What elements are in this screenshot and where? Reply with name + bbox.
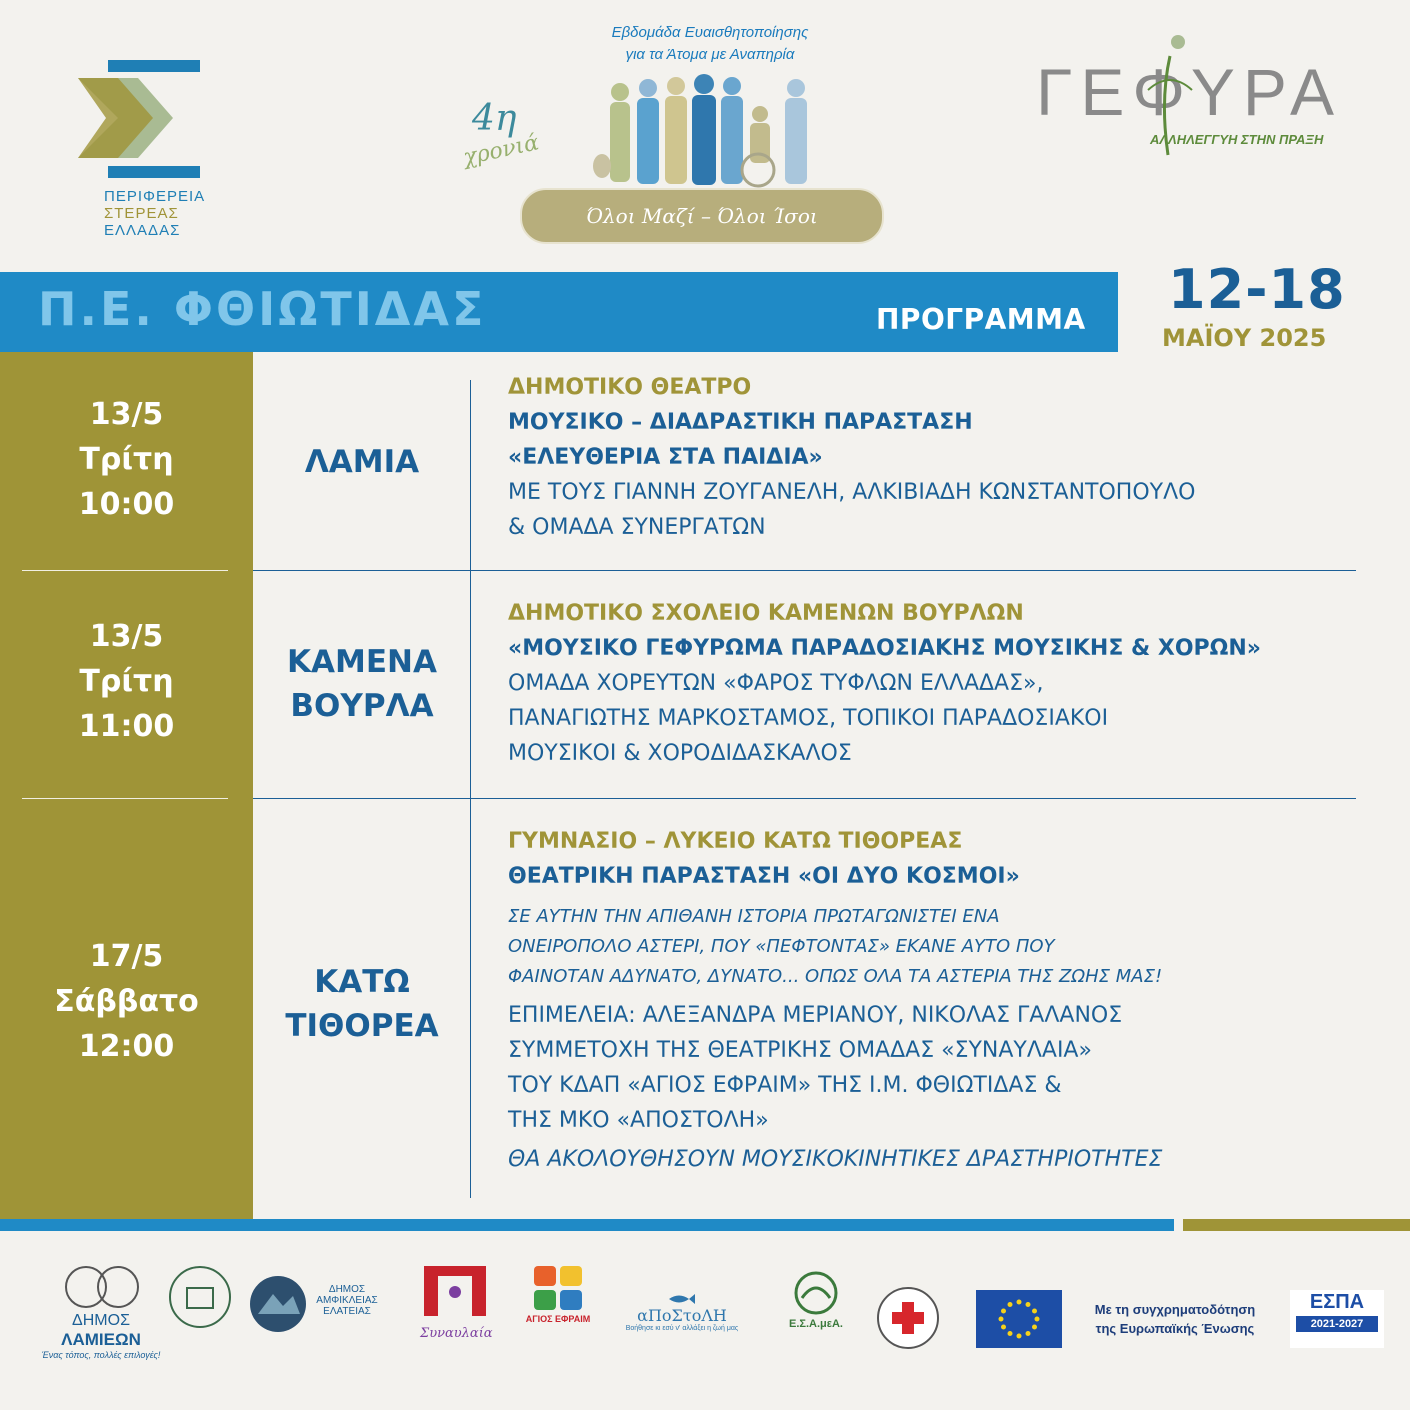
event-title-line: ΘΕΑΤΡΙΚΗ ΠΑΡΑΣΤΑΣΗ «ΟΙ ΔΥΟ ΚΟΣΜΟΙ» [508,864,1020,889]
event-story-line: ΦΑΙΝΟΤΑΝ ΑΔΥΝΑΤΟ, ΔΥΝΑΤΟ... ΟΠΩΣ ΟΛΑ ΤΑ ΑΣΤΕΡΙΑ ΤΗΣ ΖΩΗΣ ΜΑΣ! [508,966,1163,987]
apostoli-logo [624,1262,740,1362]
event-2-day: Τρίτη [79,664,174,699]
event-2-date: 13/5 [89,619,164,654]
amfikleia-line-2: ΑΜΦΙΚΛΕΙΑΣ [316,1295,378,1306]
event-venue: ΓΥΜΝΑΣΙΟ – ΛΥΚΕΙΟ ΚΑΤΩ ΤΙΘΟΡΕΑΣ [508,829,963,854]
espa-period: 2021-2027 [1296,1316,1378,1332]
week-title-line-2: για τα Άτομα με Αναπηρία [625,46,795,63]
event-story-line: ΟΝΕΙΡΟΠΟΛΟ ΑΣΤΕΡΙ, ΠΟΥ «ΠΕΦΤΟΝΤΑΣ» ΕΚΑΝΕ ΑΥΤΟ ΠΟΥ [508,936,1055,957]
place-line: ΚΑΜΕΝΑ [287,644,437,680]
event-closing-note: ΘΑ ΑΚΟΛΟΥΘΗΣΟΥΝ ΜΟΥΣΙΚΟΚΙΝΗΤΙΚΕΣ ΔΡΑΣΤΗΡΙΟΤΗΤΕΣ [508,1147,1163,1172]
event-1-time: 10:00 [78,487,175,522]
event-detail-line: ΤΟΥ ΚΔΑΠ «ΑΓΙΟΣ ΕΦΡΑΙΜ» ΤΗΣ Ι.Μ. ΦΘΙΩΤΙΔΑΣ & [508,1073,1062,1098]
eu-cofunding-text [1072,1300,1278,1338]
event-1-day: Τρίτη [79,442,174,477]
amfikleia-line-1: ΔΗΜΟΣ [328,1284,366,1295]
edition-number: 4η [472,98,517,139]
event-3-time: 12:00 [78,1029,175,1064]
row-divider [253,570,1356,571]
agios-efraim-logo [518,1262,598,1362]
event-detail-line: ΕΠΙΜΕΛΕΙΑ: ΑΛΕΞΑΝΔΡΑ ΜΕΡΙΑΝΟΥ, ΝΙΚΟΛΑΣ ΓΑΛΑΝΟΣ [508,1003,1123,1028]
event-3-place [262,960,462,1048]
event-1-datetime [0,392,253,527]
event-1-date: 13/5 [89,397,164,432]
esamea-logo [776,1262,856,1362]
theater-stage-icon [420,1262,490,1322]
lamia-line-2: ΛΑΜΙΕΩΝ [61,1330,141,1349]
event-month-year: ΜΑΪΟΥ 2025 [1162,324,1327,352]
row-divider [253,798,1356,799]
slogan-badge: Όλοι Μαζί – Όλοι Ίσοι [520,188,884,244]
region-line-1: ΠΕΡΙΦΕΡΕΙΑ [104,188,206,205]
place-line: ΚΑΤΩ [314,964,410,1000]
event-detail-line: ΣΥΜΜΕΤΟΧΗ ΤΗΣ ΘΕΑΤΡΙΚΗΣ ΟΜΑΔΑΣ «ΣΥΝΑΥΛΑΙΑ» [508,1038,1092,1063]
people-silhouettes-illustration [590,70,830,190]
footer-bar-blue [0,1219,1174,1231]
lamia-line-3: Ένας τόπος, πολλές επιλογές! [41,1350,161,1360]
amfikleia-emblem-icon [248,1274,308,1334]
event-1-place [262,440,462,484]
event-title-line: «ΜΟΥΣΙΚΟ ΓΕΦΥΡΩΜΑ ΠΑΡΑΔΟΣΙΑΚΗΣ ΜΟΥΣΙΚΗΣ & ΧΟΡΩΝ» [508,636,1261,661]
awareness-week-title [560,22,860,66]
event-detail-line: ΜΟΥΣΙΚΟΙ & ΧΟΡΟΔΙΔΑΣΚΑΛΟΣ [508,741,852,766]
date-divider [22,570,228,571]
kamena-vourla-emblem-icon [165,1262,235,1332]
lamia-emblem-icon [56,1262,146,1312]
event-3-description [508,824,1368,1177]
synaulaia-logo [420,1262,493,1362]
eu-text-line-1: Με τη συγχρηματοδότηση [1094,1302,1256,1317]
event-detail-line: & ΟΜΑΔΑ ΣΥΝΕΡΓΑΤΩΝ [508,515,766,540]
apostoli-label: αΠοΣτοΛΗ [637,1306,727,1325]
apostoli-tagline: Βοήθησε κι εσύ ν' αλλάξει η ζωή μας [625,1325,739,1332]
regional-unit-title: Π.Ε. ΦΘΙΩΤΙΔΑΣ [38,282,487,336]
event-title-line: ΜΟΥΣΙΚΟ – ΔΙΑΔΡΑΣΤΙΚΗ ΠΑΡΑΣΤΑΣΗ [508,410,973,435]
amfikleia-line-3: ΕΛΑΤΕΙΑΣ [323,1306,371,1317]
event-1-description [508,370,1368,545]
agios-efraim-emblem-icon [528,1262,588,1314]
event-venue: ΔΗΜΟΤΙΚΟ ΘΕΑΤΡΟ [508,375,752,400]
event-3-day: Σάββατο [54,984,199,1019]
espa-title: ΕΣΠΑ [1309,1291,1365,1313]
week-title-line-1: Εβδομάδα Ευαισθητοποίησης [611,24,809,41]
event-3-datetime [0,934,253,1069]
clasped-hands-icon [786,1268,846,1318]
column-divider [470,380,471,1198]
region-line-3: ΕΛΛΑΔΑΣ [104,222,181,239]
espa-logo [1290,1290,1384,1348]
lamia-municipality-logo [36,1262,166,1362]
event-venue: ΔΗΜΟΤΙΚΟ ΣΧΟΛΕΙΟ ΚΑΜΕΝΩΝ ΒΟΥΡΛΩΝ [508,601,1024,626]
event-detail-line: ΟΜΑΔΑ ΧΟΡΕΥΤΩΝ «ΦΑΡΟΣ ΤΥΦΛΩΝ ΕΛΛΑΔΑΣ», [508,671,1044,696]
date-divider [22,798,228,799]
event-detail-line: ΠΑΝΑΓΙΩΤΗΣ ΜΑΡΚΟΣΤΑΜΟΣ, ΤΟΠΙΚΟΙ ΠΑΡΑΔΟΣΙΑΚΟΙ [508,706,1109,731]
esamea-label: Ε.Σ.Α.μεΑ. [788,1318,843,1330]
edition-word: χρονιά [461,130,542,171]
gefyra-logo-title: ΓΕΦΥΡΑ [1036,55,1343,129]
gefyra-tagline: ΑΛΛΗΛΕΓΓΥΗ ΣΤΗΝ ΠΡΑΞΗ [1150,132,1324,147]
kamena-vourla-logo [165,1262,235,1362]
region-name [104,188,205,239]
fish-icon [667,1292,697,1306]
footer-bar-gold [1183,1219,1410,1231]
program-label: ΠΡΟΓΡΑΜΜΑ [876,303,1086,336]
agios-efraim-label: ΑΓΙΟΣ ΕΦΡΑΙΜ [525,1314,591,1324]
amfikleia-municipality-logo [248,1262,378,1362]
event-2-time: 11:00 [78,709,175,744]
place-line: ΤΙΘΟΡΕΑ [285,1008,439,1044]
event-detail-line: ΜΕ ΤΟΥΣ ΓΙΑΝΝΗ ΖΟΥΓΑΝΕΛΗ, ΑΛΚΙΒΙΑΔΗ ΚΩΝΣΤΑΝΤΟΠΟΥΛΟ [508,480,1196,505]
event-2-place [262,640,462,728]
place-line: ΒΟΥΡΛΑ [290,688,434,724]
eu-flag-icon [976,1290,1062,1348]
place-line: ΛΑΜΙΑ [304,444,420,480]
event-dates: 12-18 [1168,258,1346,321]
event-detail-line: ΤΗΣ ΜΚΟ «ΑΠΟΣΤΟΛΗ» [508,1108,769,1133]
event-title-line: «ΕΛΕΥΘΕΡΙΑ ΣΤΑ ΠΑΙΔΙΑ» [508,445,823,470]
event-2-description [508,596,1368,771]
red-cross-logo-icon [876,1286,940,1350]
lamia-line-1: ΔΗΜΟΣ [72,1312,130,1329]
eu-text-line-2: της Ευρωπαϊκής Ένωσης [1095,1321,1255,1336]
event-story-line: ΣΕ ΑΥΤΗΝ ΤΗΝ ΑΠΙΘΑΝΗ ΙΣΤΟΡΙΑ ΠΡΩΤΑΓΩΝΙΣΤΕΙ ΕΝΑ [508,906,1000,927]
event-2-datetime [0,614,253,749]
event-3-date: 17/5 [89,939,164,974]
region-line-2: ΣΤΕΡΕΑΣ [104,205,179,222]
synaulaia-label: Συναυλαία [420,1326,493,1341]
